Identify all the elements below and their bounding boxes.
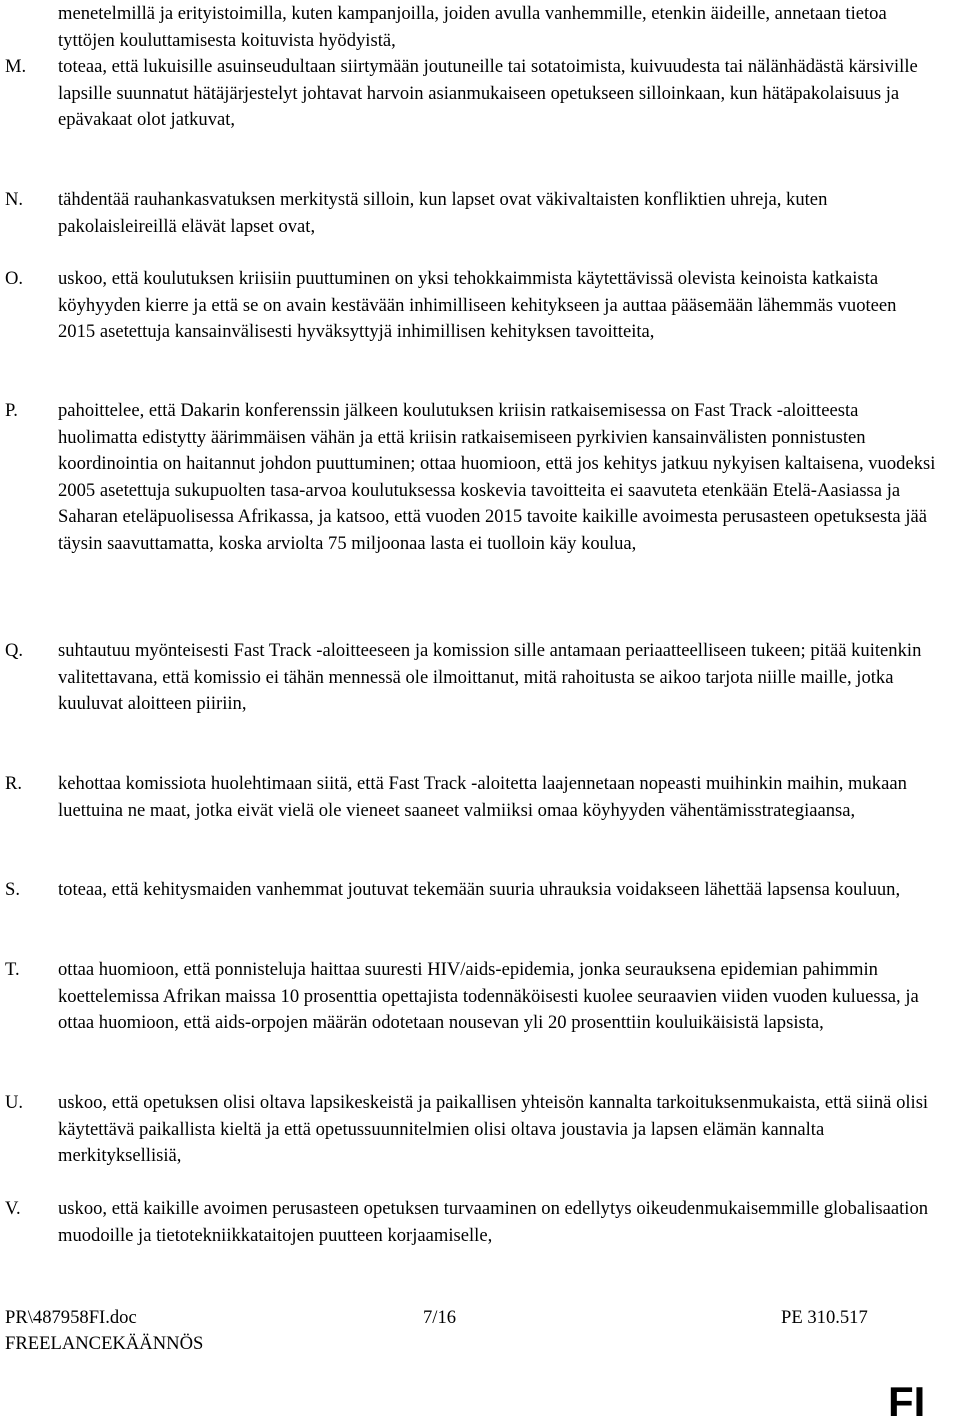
item-text: uskoo, että opetuksen olisi oltava lapsikeskeistä ja paikallisen yhteisön kannalta tarkoituksenmukaista, että siinä olisi käytettävä paikallista kieltä ja että opetussuunnitelmien olisi oltava joustavia ja lapsen elämän kannalta merkityksellisiä, (58, 1092, 929, 1166)
item-letter: R. (5, 773, 23, 794)
item-text: toteaa, että lukuisille asuinseudultaan siirtymään joutuneille tai sotatoimista, kuivuudesta tai nälänhädästä kärsiville lapsille suunnatut hätäjärjestelyt johtavat harvoin asianmukaiseen opetukseen silloinkaan, kun hätäpakolaisuus ja epävakaat olot jatkuvat, (58, 56, 918, 130)
item-text: uskoo, että kaikille avoimen perusasteen opetuksen turvaaminen on edellytys oikeudenmukaisemmille globalisaation muodoille ja tietotekniikkataitojen puutteen korjaamiselle, (58, 1198, 929, 1246)
page-number: 7/16 (423, 1307, 457, 1328)
item-text: kehottaa komissiota huolehtimaan siitä, että Fast Track -aloitetta laajennetaan nopeasti muihinkin maihin, mukaan luettuina ne maat, jotka eivät vielä ole vieneet saaneet valmiiksi omaa köyhyyden vähentämisstrategiaansa, (58, 773, 907, 821)
item-letter: U. (5, 1092, 24, 1113)
language-code: FI (888, 1378, 926, 1425)
document-reference: PR\487958FI.doc (5, 1307, 137, 1328)
item-letter: Q. (5, 640, 24, 661)
pe-reference: PE 310.517 (781, 1307, 868, 1328)
item-text: toteaa, että kehitysmaiden vanhemmat joutuvat tekemään suuria uhrauksia voidakseen lähettää lapsensa kouluun, (58, 879, 901, 900)
item-letter: T. (5, 959, 20, 980)
item-letter: M. (5, 56, 27, 77)
item-text: tähdentää rauhankasvatuksen merkitystä silloin, kun lapset ovat väkivaltaisten konfliktien uhreja, kuten pakolaisleireillä elävät lapset ovat, (58, 189, 828, 237)
intro-paragraph: menetelmillä ja erityistoimilla, kuten kampanjoilla, joiden avulla vanhemmille, etenkin äideille, annetaan tietoa tyttöjen kouluttamisesta koituvista hyödyistä, (58, 3, 887, 51)
item-letter: V. (5, 1198, 21, 1219)
item-text: uskoo, että koulutuksen kriisiin puuttuminen on yksi tehokkaimmista käytettävissä olevista keinoista katkaista köyhyyden kierre ja että se on avain kestävään inhimilliseen kehitykseen ja auttaa pääsemään lähemmäs vuoteen 2015 asetettuja kansainvälisesti hyväksyttyjä inhimillisen kehityksen tavoitteita, (58, 268, 897, 342)
item-letter: O. (5, 268, 24, 289)
item-letter: N. (5, 189, 24, 210)
item-letter: P. (5, 400, 18, 421)
translation-note: FREELANCEKÄÄNNÖS (5, 1333, 204, 1354)
item-letter: S. (5, 879, 20, 900)
item-text: ottaa huomioon, että ponnisteluja haittaa suuresti HIV/aids-epidemia, jonka seurauksena epidemian pahimmin koettelemissa Afrikan maissa 10 prosenttia opettajista todennäköisesti kuolee seuraavien viiden vuoden kuluessa, ja ottaa huomioon, että aids-orpojen määrän odotetaan nousevan yli 20 prosenttiin kouluikäisistä lapsista, (58, 959, 919, 1033)
item-text: pahoittelee, että Dakarin konferenssin jälkeen koulutuksen kriisin ratkaisemisessa on Fast Track -aloitteesta huolimatta edistytty äärimmäisen vähän ja että kriisin ratkaisemiseen pyrkivien kansainvälisten ponnistusten koordinointia on haitannut johdon puuttuminen; ottaa huomioon, että jos kehitys jatkuu nykyisen kaltaisena, vuodeksi 2005 asetettuja sukupuolten tasa-arvoa koulutuksessa koskevia tavoitteita ei saavuteta etenkään Etelä-Aasiassa ja Saharan eteläpuolisessa Afrikassa, ja katsoo, että vuoden 2015 tavoite kaikille avoimesta perusasteen opetuksesta jää täysin saavuttamatta, koska arviolta 75 miljoonaa lasta ei tuolloin käy koulua, (58, 400, 936, 554)
item-text: suhtautuu myönteisesti Fast Track -aloitteeseen ja komission sille antamaan periaatteelliseen tukeen; pitää kuitenkin valitettavana, että komissio ei tähän mennessä ole ilmoittanut, mitä rahoitusta se aikoo tarjota niille maille, jotka kuuluvat aloitteen piiriin, (58, 640, 922, 714)
